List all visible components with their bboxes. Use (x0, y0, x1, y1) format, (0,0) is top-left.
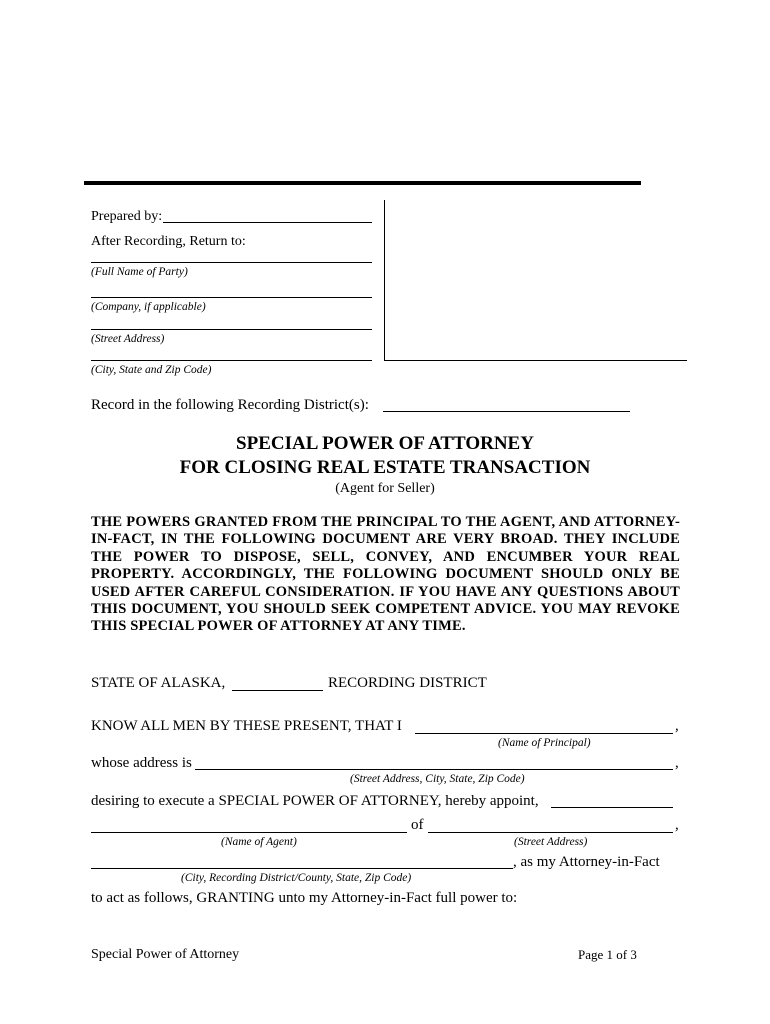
city-field[interactable] (91, 360, 372, 361)
warning-paragraph: THE POWERS GRANTED FROM THE PRINCIPAL TO THE AGENT, AND ATTORNEY-IN-FACT, IN THE FOLLOWING DOCUMENT ARE VERY BROAD. THEY INCLUDE THE POWER TO DISPOSE, SELL, CONVEY, AND ENCUMBER YOUR REAL PROPERTY. ACCORDINGLY, THE FOLLOWING DOCUMENT SHOULD ONLY BE USED AFTER CAREFUL CONSIDERATION. IF YOU HAVE ANY QUESTIONS ABOUT THIS DOCUMENT, YOU SHOULD SEEK COMPETENT ADVICE. YOU MAY REVOKE THIS SPECIAL POWER OF ATTORNEY AT ANY TIME. (91, 514, 680, 635)
principal-address-field[interactable] (195, 769, 673, 770)
document-title-line2: FOR CLOSING REAL ESTATE TRANSACTION (179, 457, 591, 478)
principal-label: (Name of Principal) (498, 737, 591, 749)
footer-title: Special Power of Attorney (91, 947, 240, 962)
prepared-by-field[interactable] (163, 222, 372, 223)
attorney-in-fact-text: , as my Attorney-in-Fact (513, 854, 660, 870)
agent-name-field[interactable] (91, 832, 407, 833)
agent-name-label: (Name of Agent) (221, 836, 297, 848)
record-district-field[interactable] (383, 411, 630, 412)
state-blank-field[interactable] (232, 690, 323, 691)
agent-city-field[interactable] (91, 868, 513, 869)
full-name-field[interactable] (91, 262, 372, 263)
full-name-label: (Full Name of Party) (91, 266, 188, 278)
city-label: (City, State and Zip Code) (91, 364, 212, 376)
recording-box-divider (384, 200, 385, 361)
header-rule (84, 181, 641, 185)
agent-street-label: (Street Address) (514, 836, 588, 848)
recording-box-bottom-rule (384, 360, 687, 361)
state-suffix: RECORDING DISTRICT (328, 675, 487, 691)
state-prefix: STATE OF ALASKA, (91, 675, 226, 691)
principal-name-field[interactable] (415, 733, 673, 734)
know-all-text: KNOW ALL MEN BY THESE PRESENT, THAT I (91, 718, 402, 734)
desiring-text: desiring to execute a SPECIAL POWER OF ATTORNEY, hereby appoint, (91, 793, 539, 809)
agent-city-label: (City, Recording District/County, State, Zip Code) (181, 872, 412, 884)
comma: , (675, 755, 679, 771)
comma: , (675, 718, 679, 734)
page-number: Page 1 of 3 (578, 947, 637, 962)
street-field[interactable] (91, 329, 372, 330)
prepared-by-label: Prepared by: (91, 209, 163, 224)
company-field[interactable] (91, 297, 372, 298)
document-title: SPECIAL POWER OF ATTORNEY (236, 433, 534, 454)
whose-address-text: whose address is (91, 755, 192, 771)
company-label: (Company, if applicable) (91, 301, 206, 313)
agent-street-field[interactable] (428, 832, 673, 833)
of-text: of (411, 817, 424, 833)
appoint-field[interactable] (551, 807, 673, 808)
after-recording-label: After Recording, Return to: (91, 234, 246, 249)
street-label: (Street Address) (91, 333, 165, 345)
comma: , (675, 817, 679, 833)
to-act-text: to act as follows, GRANTING unto my Attorney-in-Fact full power to: (91, 890, 518, 906)
principal-address-label: (Street Address, City, State, Zip Code) (350, 773, 525, 785)
document-subtitle: (Agent for Seller) (335, 481, 435, 496)
record-district-label: Record in the following Recording District(s): (91, 397, 369, 413)
